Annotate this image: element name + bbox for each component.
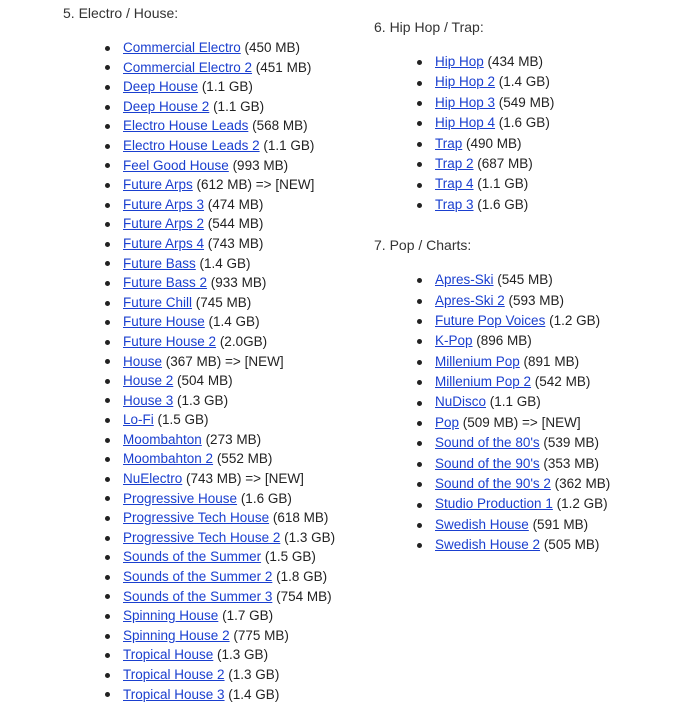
- track-size: (1.8 GB): [272, 569, 328, 585]
- track-link[interactable]: Swedish House: [435, 516, 529, 532]
- track-size: (612 MB) => [NEW]: [192, 177, 315, 193]
- list-item: [417, 413, 610, 433]
- track-size: (1.3 GB): [213, 647, 269, 663]
- track-link[interactable]: Spinning House: [123, 608, 219, 624]
- track-link[interactable]: Sounds of the Summer: [123, 549, 262, 565]
- list-item: [105, 234, 335, 254]
- track-size: (474 MB): [204, 196, 264, 212]
- track-link[interactable]: Millenium Pop 2: [435, 374, 532, 390]
- list-item: [417, 535, 610, 555]
- list-item: [105, 332, 335, 352]
- bullet-icon: [105, 222, 110, 227]
- track-link[interactable]: Moombahton: [123, 431, 202, 447]
- bullet-icon: [105, 242, 110, 247]
- section-hip-hop-trap: [374, 18, 610, 215]
- bullet-icon: [417, 162, 422, 167]
- track-link[interactable]: Moombahton 2: [123, 451, 214, 467]
- track-size: (509 MB) => [NEW]: [459, 414, 581, 430]
- track-list: [417, 270, 610, 555]
- bullet-icon: [105, 496, 110, 501]
- bullet-icon: [105, 614, 110, 619]
- bullet-icon: [105, 653, 110, 658]
- section-title: 6. Hip Hop / Trap:: [374, 19, 484, 35]
- track-link[interactable]: Tropical House 2: [123, 667, 225, 682]
- bullet-icon: [105, 183, 110, 188]
- track-size: (1.2 GB): [545, 312, 601, 328]
- list-item: [417, 494, 610, 514]
- bullet-icon: [105, 457, 110, 462]
- track-link[interactable]: Pop: [435, 414, 460, 430]
- track-size: (1.5 GB): [261, 549, 316, 565]
- track-link[interactable]: Swedish House 2: [435, 537, 541, 553]
- bullet-icon: [105, 163, 110, 168]
- list-item: [417, 433, 610, 453]
- bullet-icon: [417, 60, 422, 65]
- track-size: (1.2 GB): [552, 496, 608, 512]
- track-size: (1.5 GB): [153, 412, 209, 428]
- list-item: [105, 97, 335, 117]
- track-link[interactable]: Progressive House: [123, 490, 238, 506]
- track-link[interactable]: Sound of the 90's: [435, 455, 540, 471]
- bullet-icon: [417, 101, 422, 106]
- track-link[interactable]: Studio Production 1: [435, 496, 553, 512]
- bullet-icon: [105, 203, 110, 208]
- track-size: (2.0GB): [216, 333, 268, 349]
- track-link[interactable]: Deep House 2: [123, 98, 210, 114]
- track-link[interactable]: Trap 2: [435, 155, 474, 171]
- list-item: [417, 270, 610, 290]
- bullet-icon: [417, 203, 422, 208]
- list-item: [417, 372, 610, 392]
- list-item: [105, 606, 335, 626]
- track-link[interactable]: Lo-Fi: [123, 412, 154, 428]
- track-size: (1.6 GB): [495, 115, 550, 131]
- list-item: [105, 195, 335, 215]
- bullet-icon: [417, 81, 422, 86]
- track-link[interactable]: Feel Good House: [123, 157, 229, 173]
- track-size: (933 MB): [207, 275, 267, 291]
- bullet-icon: [105, 575, 110, 580]
- list-item: [417, 311, 610, 331]
- list-item: [105, 508, 335, 528]
- bullet-icon: [105, 124, 110, 129]
- bullet-icon: [417, 183, 422, 188]
- list-item: [417, 454, 610, 474]
- track-size: (273 MB): [201, 431, 262, 447]
- track-link[interactable]: Future House: [123, 314, 205, 330]
- list-item: [105, 273, 335, 293]
- list-item: [417, 72, 610, 92]
- track-link[interactable]: K-Pop: [435, 333, 473, 349]
- list-item: [105, 293, 335, 313]
- list-item: [417, 291, 610, 311]
- bullet-icon: [105, 105, 110, 110]
- track-link[interactable]: Hip Hop 3: [435, 94, 496, 110]
- track-link[interactable]: Future Bass 2: [123, 275, 208, 291]
- section-title: 7. Pop / Charts:: [374, 237, 472, 254]
- track-link[interactable]: Future Arps: [123, 177, 193, 193]
- bullet-icon: [105, 144, 110, 149]
- bullet-icon: [105, 398, 110, 403]
- track-size: (544 MB): [204, 216, 264, 232]
- list-item: [105, 685, 335, 704]
- track-link[interactable]: Sounds of the Summer 2: [123, 569, 273, 585]
- track-link[interactable]: Tropical House: [123, 647, 214, 663]
- track-size: (367 MB) => [NEW]: [162, 353, 284, 369]
- list-item: [105, 645, 335, 665]
- track-link[interactable]: Spinning House 2: [123, 627, 230, 643]
- bullet-icon: [105, 418, 110, 423]
- list-item: [105, 469, 335, 489]
- bullet-icon: [105, 379, 110, 384]
- bullet-icon: [105, 673, 110, 678]
- track-size: (451 MB): [252, 59, 312, 75]
- track-size: (539 MB): [539, 435, 599, 451]
- track-link[interactable]: Deep House: [123, 79, 199, 95]
- track-size: (362 MB): [550, 476, 611, 492]
- list-item: [417, 195, 610, 215]
- track-link[interactable]: Future Arps 2: [123, 216, 205, 232]
- track-link[interactable]: Hip Hop 4: [435, 115, 496, 131]
- track-link[interactable]: Future Arps 4: [123, 235, 205, 251]
- bullet-icon: [105, 555, 110, 560]
- track-size: (591 MB): [528, 516, 589, 532]
- track-size: (568 MB): [248, 118, 308, 134]
- bullet-icon: [105, 359, 110, 364]
- track-size: (434 MB): [483, 54, 544, 69]
- bullet-icon: [417, 421, 422, 426]
- track-size: (1.4 GB): [195, 255, 251, 271]
- list-item: [105, 587, 335, 607]
- track-size: (743 MB): [204, 235, 264, 251]
- track-link[interactable]: Tropical House 3: [123, 686, 225, 702]
- bullet-icon: [417, 142, 422, 147]
- track-size: (1.7 GB): [218, 608, 274, 624]
- track-size: (743 MB) => [NEW]: [182, 471, 304, 487]
- bullet-icon: [417, 360, 422, 365]
- list-item: [105, 38, 335, 58]
- track-link[interactable]: Millenium Pop: [435, 353, 520, 369]
- bullet-icon: [105, 692, 110, 697]
- list-item: [105, 449, 335, 469]
- bullet-icon: [417, 523, 422, 528]
- track-link[interactable]: Electro House Leads 2: [123, 137, 260, 153]
- bullet-icon: [417, 462, 422, 467]
- list-item: [417, 174, 610, 194]
- bullet-icon: [105, 281, 110, 286]
- list-item: [417, 474, 610, 494]
- list-item: [417, 331, 610, 351]
- track-size: (549 MB): [495, 94, 555, 110]
- track-link[interactable]: Trap 4: [435, 176, 474, 192]
- track-size: (1.4 GB): [204, 314, 260, 330]
- bullet-icon: [417, 319, 422, 324]
- track-link[interactable]: NuElectro: [123, 471, 183, 487]
- track-size: (545 MB): [493, 272, 553, 288]
- track-size: (1.3 GB): [280, 529, 336, 545]
- section-title: 5. Electro / House:: [63, 5, 179, 21]
- track-size: (896 MB): [472, 333, 532, 349]
- bullet-icon: [105, 438, 110, 443]
- bullet-icon: [105, 477, 110, 482]
- track-size: (775 MB): [229, 627, 289, 643]
- list-item: [417, 113, 610, 133]
- track-size: (450 MB): [240, 40, 301, 55]
- bullet-icon: [105, 634, 110, 639]
- track-list: [105, 38, 335, 704]
- track-size: (1.1 GB): [198, 79, 253, 95]
- track-size: (1.6 GB): [473, 196, 529, 212]
- bullet-icon: [105, 301, 110, 306]
- list-item: [105, 626, 335, 646]
- bullet-icon: [417, 482, 422, 487]
- list-item: [105, 156, 335, 176]
- list-item: [105, 489, 335, 509]
- track-size: (993 MB): [228, 157, 289, 173]
- track-size: (1.4 GB): [495, 74, 550, 90]
- track-size: (1.1 GB): [259, 137, 315, 153]
- track-link[interactable]: Future Pop Voices: [435, 312, 546, 328]
- list-item: [105, 391, 335, 411]
- track-size: (745 MB): [192, 294, 252, 310]
- list-item: [105, 567, 335, 587]
- track-size: (353 MB): [539, 455, 599, 471]
- list-item: [105, 58, 335, 78]
- list-item: [105, 214, 335, 234]
- track-link[interactable]: Future Chill: [123, 294, 193, 310]
- track-link[interactable]: Commercial Electro: [123, 40, 241, 55]
- bullet-icon: [417, 339, 422, 344]
- track-size: (1.1 GB): [473, 176, 529, 192]
- track-size: (891 MB): [519, 353, 580, 369]
- list-item: [417, 93, 610, 113]
- track-size: (505 MB): [540, 537, 600, 553]
- track-size: (618 MB): [269, 510, 329, 526]
- bullet-icon: [105, 65, 110, 70]
- bullet-icon: [417, 543, 422, 548]
- bullet-icon: [417, 441, 422, 446]
- bullet-icon: [417, 278, 422, 283]
- list-item: [417, 352, 610, 372]
- list-item: [105, 430, 335, 450]
- track-link[interactable]: NuDisco: [435, 394, 487, 410]
- track-link[interactable]: Hip Hop 2: [435, 74, 496, 90]
- list-item: [417, 134, 610, 154]
- track-link[interactable]: Future House 2: [123, 333, 217, 349]
- left-column: [63, 4, 335, 704]
- right-column: [374, 18, 610, 556]
- list-item: [105, 175, 335, 195]
- bullet-icon: [417, 380, 422, 385]
- list-item: [417, 154, 610, 174]
- track-size: (542 MB): [531, 374, 591, 390]
- bullet-icon: [417, 299, 422, 304]
- track-link[interactable]: Progressive Tech House 2: [123, 529, 281, 545]
- list-item: [105, 410, 335, 430]
- track-link[interactable]: Trap: [435, 135, 463, 151]
- track-size: (754 MB): [272, 588, 332, 604]
- list-item: [105, 371, 335, 391]
- track-size: (504 MB): [173, 373, 233, 389]
- track-size: (1.4 GB): [224, 686, 280, 702]
- list-item: [105, 547, 335, 567]
- list-item: [105, 665, 335, 685]
- track-link[interactable]: Future Arps 3: [123, 196, 205, 212]
- list-item: [417, 515, 610, 535]
- list-item: [105, 254, 335, 274]
- list-item: [417, 52, 610, 72]
- track-size: (687 MB): [473, 155, 533, 171]
- bullet-icon: [105, 516, 110, 521]
- bullet-icon: [105, 85, 110, 90]
- track-list: [417, 52, 610, 215]
- bullet-icon: [105, 536, 110, 541]
- track-link[interactable]: House: [123, 353, 163, 369]
- track-link[interactable]: Hip Hop: [435, 54, 484, 69]
- track-size: (490 MB): [462, 135, 522, 151]
- section-electro-house: [63, 4, 335, 704]
- track-size: (1.6 GB): [237, 490, 292, 506]
- list-item: [105, 352, 335, 372]
- bullet-icon: [105, 261, 110, 266]
- bullet-icon: [417, 121, 422, 126]
- track-size: (1.1 GB): [486, 394, 541, 410]
- track-link[interactable]: House 3: [123, 392, 174, 408]
- list-item: [105, 136, 335, 156]
- list-item: [105, 77, 335, 97]
- track-link[interactable]: Commercial Electro 2: [123, 59, 253, 75]
- track-link[interactable]: Future Bass: [123, 255, 196, 271]
- track-link[interactable]: House 2: [123, 373, 174, 389]
- bullet-icon: [105, 594, 110, 599]
- bullet-icon: [105, 340, 110, 345]
- bullet-icon: [105, 320, 110, 325]
- track-size: (1.3 GB): [173, 392, 229, 408]
- list-item: [105, 528, 335, 548]
- list-item: [105, 116, 335, 136]
- list-item: [417, 392, 610, 412]
- bullet-icon: [417, 401, 422, 406]
- track-size: (1.3 GB): [224, 667, 280, 682]
- track-size: (1.1 GB): [209, 98, 265, 114]
- track-link[interactable]: Sounds of the Summer 3: [123, 588, 273, 604]
- track-size: (593 MB): [504, 292, 565, 308]
- track-link[interactable]: Progressive Tech House: [123, 510, 270, 526]
- bullet-icon: [105, 46, 110, 51]
- track-link[interactable]: Sound of the 80's: [435, 435, 540, 451]
- track-size: (552 MB): [213, 451, 273, 467]
- track-link[interactable]: Electro House Leads: [123, 118, 249, 134]
- section-pop-charts: [374, 236, 610, 555]
- bullet-icon: [417, 503, 422, 508]
- track-link[interactable]: Sound of the 90's 2: [435, 476, 551, 492]
- track-link[interactable]: Apres-Ski 2: [435, 292, 505, 308]
- track-link[interactable]: Apres-Ski: [435, 272, 494, 288]
- list-item: [105, 312, 335, 332]
- track-link[interactable]: Trap 3: [435, 196, 474, 212]
